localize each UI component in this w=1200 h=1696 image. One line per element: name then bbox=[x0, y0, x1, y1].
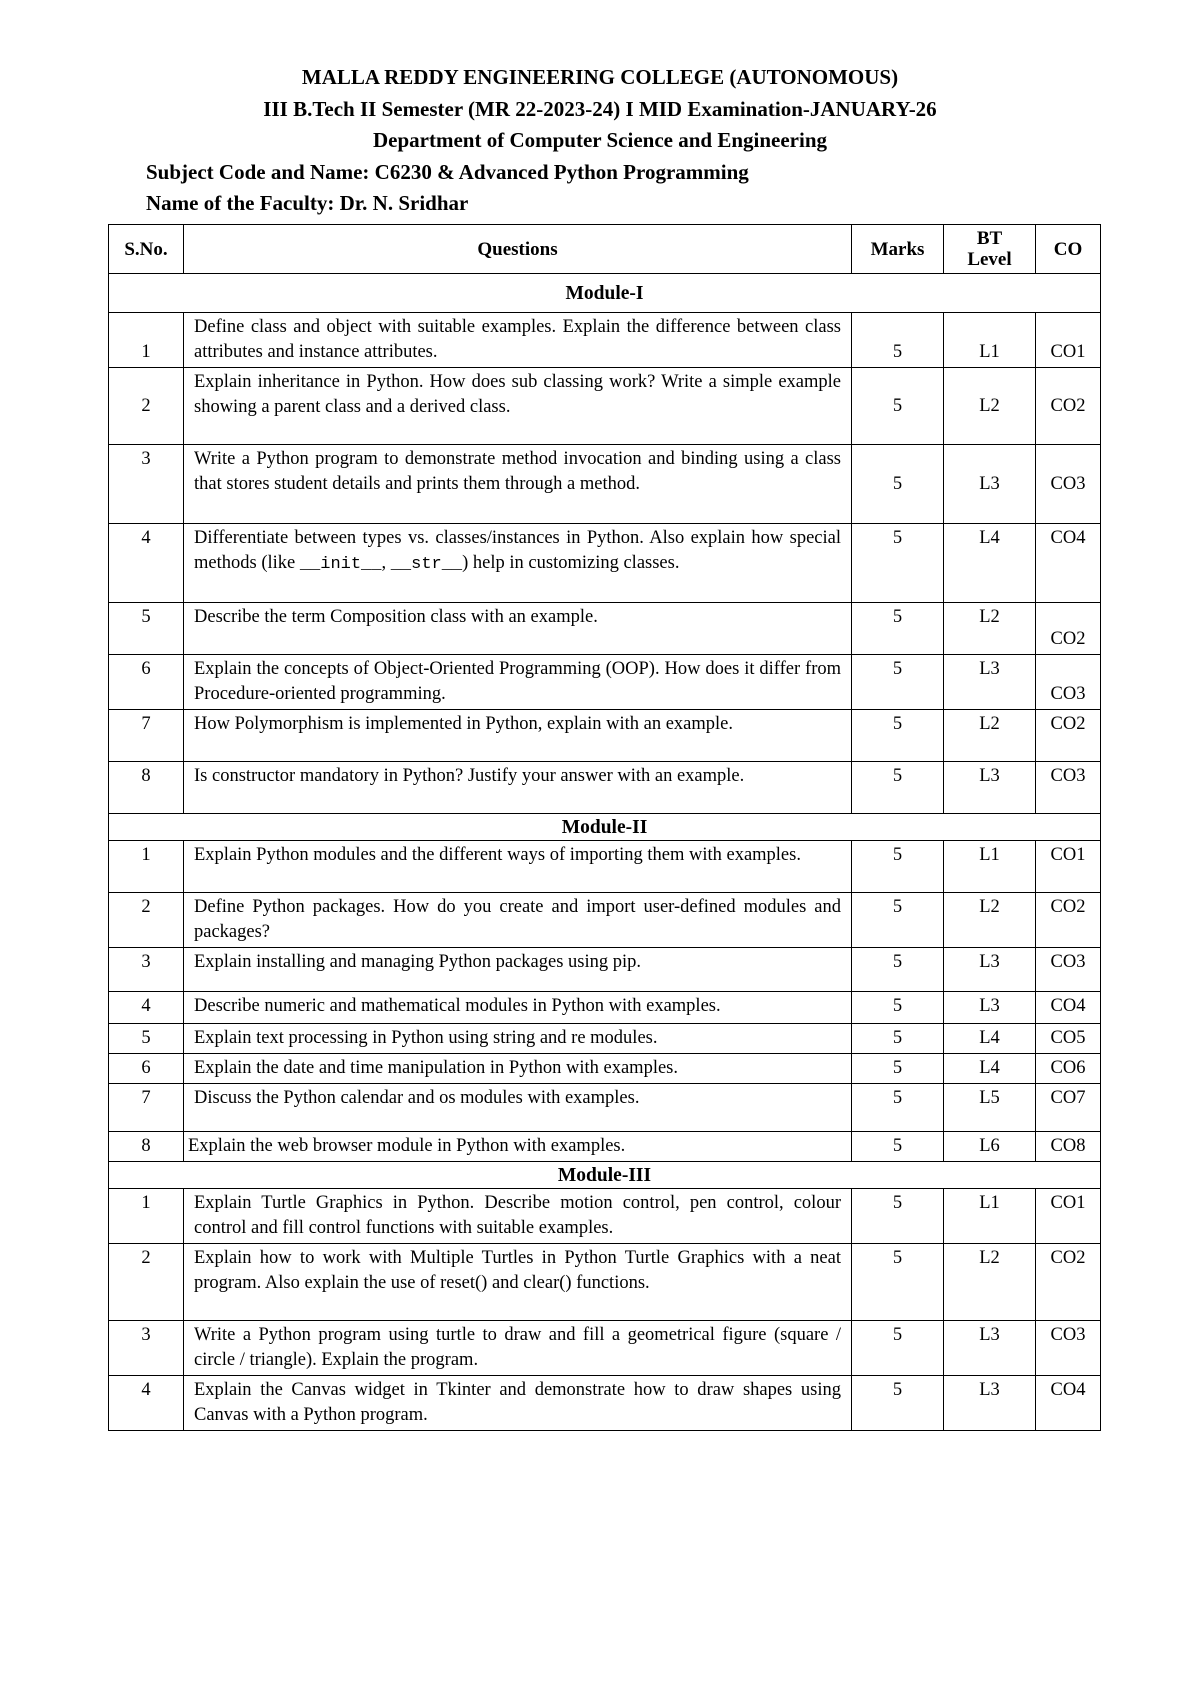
cell-co: CO3 bbox=[1036, 655, 1101, 710]
cell-question: Discuss the Python calendar and os modules with examples. bbox=[184, 1084, 852, 1132]
cell-bt-level: L2 bbox=[944, 368, 1036, 445]
question-text-b: , bbox=[381, 553, 391, 573]
cell-marks: 5 bbox=[852, 1189, 944, 1244]
subject-line: Subject Code and Name: C6230 & Advanced Python Programming bbox=[146, 159, 749, 184]
cell-sno: 7 bbox=[109, 1084, 184, 1132]
table-row bbox=[109, 948, 1101, 992]
cell-sno: 8 bbox=[109, 1132, 184, 1162]
cell-question: Explain Python modules and the different ways of importing them with examples. bbox=[184, 841, 852, 893]
cell-co: CO5 bbox=[1036, 1024, 1101, 1054]
cell-question: Explain how to work with Multiple Turtles in Python Turtle Graphics with a neat program. Also explain the use of reset() and clear() functions. bbox=[184, 1244, 852, 1321]
cell-marks: 5 bbox=[852, 893, 944, 948]
cell-bt-level: L2 bbox=[944, 1244, 1036, 1321]
cell-sno: 3 bbox=[109, 948, 184, 992]
cell-question: Define class and object with suitable examples. Explain the difference between class attributes and instance attributes. bbox=[184, 313, 852, 368]
cell-question: Explain Turtle Graphics in Python. Describe motion control, pen control, colour control and fill control functions with suitable examples. bbox=[184, 1189, 852, 1244]
cell-question: Explain the concepts of Object-Oriented Programming (OOP). How does it differ from Procedure-oriented programming. bbox=[184, 655, 852, 710]
cell-bt-level: L1 bbox=[944, 841, 1036, 893]
cell-bt-level: L3 bbox=[944, 1376, 1036, 1431]
cell-co: CO3 bbox=[1036, 445, 1101, 524]
cell-co: CO3 bbox=[1036, 948, 1101, 992]
cell-co: CO1 bbox=[1036, 1189, 1101, 1244]
college-name: MALLA REDDY ENGINEERING COLLEGE (AUTONOMOUS) bbox=[301, 65, 899, 89]
col-header-questions: Questions bbox=[184, 225, 852, 274]
cell-marks: 5 bbox=[852, 1054, 944, 1084]
cell-sno: 2 bbox=[109, 368, 184, 445]
cell-question: Write a Python program to demonstrate method invocation and binding using a class that stores student details and prints them through a method. bbox=[184, 445, 852, 524]
cell-question: Describe numeric and mathematical modules in Python with examples. bbox=[184, 992, 852, 1024]
cell-bt-level: L3 bbox=[944, 992, 1036, 1024]
level-label: Level bbox=[967, 249, 1012, 270]
cell-sno: 5 bbox=[109, 1024, 184, 1054]
col-header-bt-level bbox=[944, 225, 1036, 274]
exam-title: III B.Tech II Semester (MR 22-2023-24) I MID Examination-JANUARY-26 bbox=[263, 96, 937, 121]
cell-question: Describe the term Composition class with an example. bbox=[184, 603, 852, 655]
cell-sno: 2 bbox=[109, 893, 184, 948]
module-heading: Module-III bbox=[109, 1162, 1101, 1189]
cell-co: CO8 bbox=[1036, 1132, 1101, 1162]
cell-sno: 1 bbox=[109, 1189, 184, 1244]
cell-marks: 5 bbox=[852, 1321, 944, 1376]
cell-sno: 4 bbox=[109, 1376, 184, 1431]
cell-marks: 5 bbox=[852, 1132, 944, 1162]
cell-sno: 2 bbox=[109, 1244, 184, 1321]
question-table bbox=[108, 224, 1101, 1431]
cell-sno: 3 bbox=[109, 445, 184, 524]
cell-bt-level: L2 bbox=[944, 893, 1036, 948]
table-row bbox=[109, 368, 1101, 445]
cell-question: Explain the date and time manipulation in Python with examples. bbox=[184, 1054, 852, 1084]
question-text-c: ) help in customizing classes. bbox=[462, 553, 680, 573]
cell-question: Is constructor mandatory in Python? Justify your answer with an example. bbox=[184, 762, 852, 814]
cell-co: CO3 bbox=[1036, 1321, 1101, 1376]
init-method-code: __init__ bbox=[299, 555, 382, 574]
cell-bt-level: L4 bbox=[944, 1054, 1036, 1084]
cell-sno: 5 bbox=[109, 603, 184, 655]
cell-bt-level: L6 bbox=[944, 1132, 1036, 1162]
cell-marks: 5 bbox=[852, 313, 944, 368]
cell-marks: 5 bbox=[852, 1244, 944, 1321]
cell-question: Explain the web browser module in Python with examples. bbox=[184, 1132, 852, 1162]
table-row bbox=[109, 1024, 1101, 1054]
cell-marks: 5 bbox=[852, 603, 944, 655]
table-row bbox=[109, 1132, 1101, 1162]
cell-sno: 4 bbox=[109, 524, 184, 603]
cell-question: Write a Python program using turtle to draw and fill a geometrical figure (square / circle / triangle). Explain the program. bbox=[184, 1321, 852, 1376]
module-heading-row bbox=[109, 274, 1101, 313]
cell-marks: 5 bbox=[852, 1376, 944, 1431]
cell-bt-level: L1 bbox=[944, 313, 1036, 368]
department-name: Department of Computer Science and Engineering bbox=[373, 128, 827, 152]
cell-sno: 8 bbox=[109, 762, 184, 814]
module-heading-row bbox=[109, 814, 1101, 841]
cell-sno: 1 bbox=[109, 313, 184, 368]
cell-co: CO2 bbox=[1036, 368, 1101, 445]
cell-co: CO2 bbox=[1036, 710, 1101, 762]
question-text-a: Differentiate between types vs. classes/instances in Python. Also explain how special methods (like bbox=[194, 528, 841, 573]
table-header-row bbox=[109, 225, 1101, 274]
module-heading: Module-I bbox=[109, 274, 1101, 313]
table-row bbox=[109, 992, 1101, 1024]
module-heading-row bbox=[109, 1162, 1101, 1189]
cell-bt-level: L3 bbox=[944, 948, 1036, 992]
cell-marks: 5 bbox=[852, 368, 944, 445]
cell-question: Explain installing and managing Python packages using pip. bbox=[184, 948, 852, 992]
cell-co: CO4 bbox=[1036, 1376, 1101, 1431]
cell-marks: 5 bbox=[852, 841, 944, 893]
table-row bbox=[109, 1084, 1101, 1132]
cell-marks: 5 bbox=[852, 762, 944, 814]
document-header bbox=[0, 62, 1200, 220]
cell-bt-level: L4 bbox=[944, 524, 1036, 603]
cell-co: CO4 bbox=[1036, 524, 1101, 603]
table-row bbox=[109, 710, 1101, 762]
cell-bt-level: L3 bbox=[944, 762, 1036, 814]
cell-sno: 3 bbox=[109, 1321, 184, 1376]
table-row bbox=[109, 445, 1101, 524]
table-row bbox=[109, 313, 1101, 368]
cell-marks: 5 bbox=[852, 992, 944, 1024]
cell-co: CO1 bbox=[1036, 313, 1101, 368]
cell-question: Explain the Canvas widget in Tkinter and demonstrate how to draw shapes using Canvas with a Python program. bbox=[184, 1376, 852, 1431]
str-method-code: __str__ bbox=[390, 555, 463, 574]
cell-marks: 5 bbox=[852, 655, 944, 710]
cell-co: CO7 bbox=[1036, 1084, 1101, 1132]
col-header-sno: S.No. bbox=[109, 225, 184, 274]
table-row bbox=[109, 1244, 1101, 1321]
cell-bt-level: L1 bbox=[944, 1189, 1036, 1244]
cell-co: CO2 bbox=[1036, 893, 1101, 948]
cell-marks: 5 bbox=[852, 948, 944, 992]
module-heading: Module-II bbox=[109, 814, 1101, 841]
table-row bbox=[109, 603, 1101, 655]
cell-sno: 6 bbox=[109, 655, 184, 710]
cell-co: CO2 bbox=[1036, 603, 1101, 655]
cell-bt-level: L2 bbox=[944, 710, 1036, 762]
cell-sno: 7 bbox=[109, 710, 184, 762]
table-row bbox=[109, 524, 1101, 603]
cell-bt-level: L3 bbox=[944, 445, 1036, 524]
cell-bt-level: L4 bbox=[944, 1024, 1036, 1054]
table-row bbox=[109, 893, 1101, 948]
cell-marks: 5 bbox=[852, 1024, 944, 1054]
cell-marks: 5 bbox=[852, 1084, 944, 1132]
table-row bbox=[109, 1376, 1101, 1431]
bt-label: BT bbox=[976, 228, 1003, 249]
cell-co: CO6 bbox=[1036, 1054, 1101, 1084]
table-row bbox=[109, 655, 1101, 710]
cell-bt-level: L3 bbox=[944, 655, 1036, 710]
cell-question: Define Python packages. How do you create and import user-defined modules and packages? bbox=[184, 893, 852, 948]
table-row bbox=[109, 1189, 1101, 1244]
table-row bbox=[109, 1321, 1101, 1376]
cell-co: CO2 bbox=[1036, 1244, 1101, 1321]
cell-question: How Polymorphism is implemented in Python, explain with an example. bbox=[184, 710, 852, 762]
col-header-marks: Marks bbox=[852, 225, 944, 274]
cell-marks: 5 bbox=[852, 445, 944, 524]
cell-sno: 4 bbox=[109, 992, 184, 1024]
table-row bbox=[109, 841, 1101, 893]
cell-sno: 1 bbox=[109, 841, 184, 893]
cell-question: Explain inheritance in Python. How does sub classing work? Write a simple example showing a parent class and a derived class. bbox=[184, 368, 852, 445]
cell-sno: 6 bbox=[109, 1054, 184, 1084]
table-row bbox=[109, 1054, 1101, 1084]
cell-marks: 5 bbox=[852, 524, 944, 603]
cell-bt-level: L2 bbox=[944, 603, 1036, 655]
cell-bt-level: L5 bbox=[944, 1084, 1036, 1132]
cell-marks: 5 bbox=[852, 710, 944, 762]
cell-question bbox=[184, 524, 852, 603]
table-row bbox=[109, 762, 1101, 814]
cell-co: CO4 bbox=[1036, 992, 1101, 1024]
cell-co: CO1 bbox=[1036, 841, 1101, 893]
cell-bt-level: L3 bbox=[944, 1321, 1036, 1376]
cell-question: Explain text processing in Python using string and re modules. bbox=[184, 1024, 852, 1054]
col-header-co: CO bbox=[1036, 225, 1101, 274]
cell-co: CO3 bbox=[1036, 762, 1101, 814]
faculty-line: Name of the Faculty: Dr. N. Sridhar bbox=[146, 191, 469, 215]
